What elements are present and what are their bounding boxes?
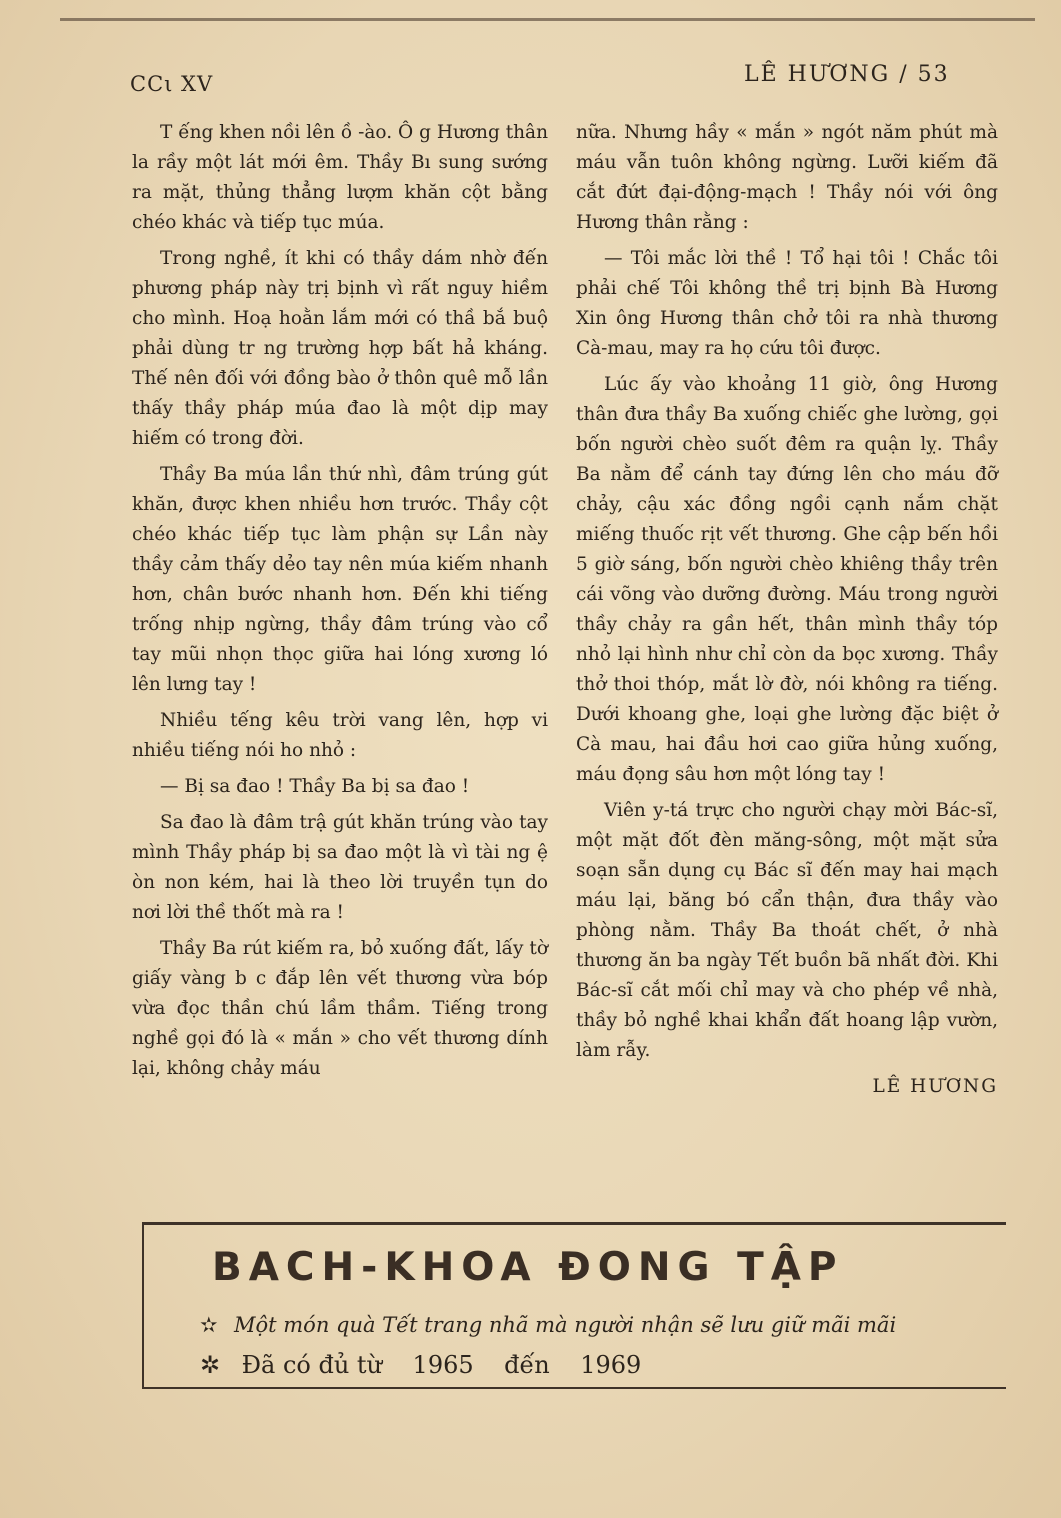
paragraph: Trong nghề, ít khi có thầy dám nhờ đến phương pháp này trị bịnh vì rất nguy hiềm cho mình. Hoạ hoằn lắm mới có thầ bắ buộ phải dùng tr ng trường hợp bất hả kháng. Thế nên đối với đồng bào ở thôn quê mỗ lần thấy thầy pháp múa đao là một dịp may hiếm có trong đời. xyxy=(132,248,548,449)
asterisk-icon: ✲ xyxy=(200,1351,221,1379)
paragraph: nữa. Nhưng hầy « mắn » ngót năm phút mà máu vẫn tuôn không ngừng. Lưỡi kiếm đã cắt đứt đại-động-mạch ! Thầy nói với ông Hương thân rằng : xyxy=(576,122,998,233)
paragraph: — Tôi mắc lời thề ! Tổ hại tôi ! Chắc tôi phải chế Tôi không thề trị bịnh Bà Hương Xin ông Hương thân chở tôi ra nhà thương Cà-mau, may ra họ cứu tôi được. xyxy=(576,248,998,359)
ad-years xyxy=(200,1351,641,1379)
star-icon: ✫ xyxy=(200,1313,218,1337)
advertisement-box xyxy=(142,1222,1006,1389)
paragraph: Thầy Ba rút kiếm ra, bỏ xuống đất, lấy tờ giấy vàng b c đắp lên vết thương vừa bóp vừa đọc thần chú lầm thầm. Tiếng trong nghề gọi đó là « mắn » cho vết thương dính lại, không chảy máu xyxy=(132,938,548,1079)
ad-subtitle xyxy=(200,1313,896,1337)
paragraph: Lúc ấy vào khoảng 11 giờ, ông Hương thân đưa thầy Ba xuống chiếc ghe lường, gọi bốn người chèo suốt đêm ra quận lỵ. Thầy Ba nằm để cánh tay đứng lên cho máu đỡ chảy, cậu xác đồng ngồi cạnh nắm chặt miếng thuốc rịt vết thương. Ghe cập bến hồi 5 giờ sáng, bốn người chèo khiêng thầy trên cái võng vào dưỡng đường. Máu trong người thầy chảy ra gần hết, thân mình thầy tóp nhỏ lại hình như chỉ còn da bọc xương. Thầy thở thoi thóp, mắt lờ đờ, nói không ra tiếng. Dưới khoang ghe, loại ghe lường đặc biệt ở Cà mau, hai đầu hơi cao giữa hủng xuống, máu đọng sâu hơn một lóng tay ! xyxy=(576,374,998,785)
paragraph: Viên y-tá trực cho người chạy mời Bác-sĩ, một mặt đốt đèn măng-sông, một mặt sửa soạn sẵn dụng cụ Bác sĩ đến may hai mạch máu lại, băng bó cẩn thận, đưa thầy vào phòng nằm. Thầy Ba thoát chết, ở nhà thương ăn ba ngày Tết buồn bã nhất đời. Khi Bác-sĩ cắt mối chỉ may và cho phép về nhà, thầy bỏ nghề khai khẩn đất hoang lập vườn, làm rẫy. xyxy=(576,800,998,1061)
author-signature: LÊ HƯƠNG xyxy=(872,1076,998,1097)
ad-year-to: 1969 xyxy=(580,1351,642,1379)
header-issue: CCι XV xyxy=(130,72,214,96)
top-rule xyxy=(60,18,1035,21)
paragraph: Sa đao là đâm trậ gút khăn trúng vào tay mình Thầy pháp bị sa đao một là vì tài ng ệ òn non kém, hai là theo lời truyền tụn do nơi lời thề thốt mà ra ! xyxy=(132,812,548,923)
paragraph: T ếng khen nồi lên ồ -ào. Ô g Hương thân la rầy một lát mới êm. Thầy Bı sung sướng ra mặt, thủng thẳng lượm khăn cột bằng chéo khác và tiếp tục múa. xyxy=(132,122,548,233)
right-column xyxy=(576,118,998,1102)
ad-subtitle-text: Một món quà Tết trang nhã mà người nhận sẽ lưu giữ mãi mãi xyxy=(234,1313,897,1337)
left-column xyxy=(132,118,548,1090)
paragraph: — Bị sa đao ! Thầy Ba bị sa đao ! xyxy=(160,776,470,797)
ad-years-prefix: Đã có đủ từ xyxy=(241,1351,383,1379)
ad-year-sep: đến xyxy=(504,1351,550,1379)
ad-year-from: 1965 xyxy=(412,1351,474,1379)
ad-title: BACH-KHOA ĐONG TẬP xyxy=(212,1245,844,1290)
paragraph: Nhiều tếng kêu trời vang lên, hợp vi nhiều tiếng nói ho nhỏ : xyxy=(132,710,548,761)
paragraph: Thầy Ba múa lần thứ nhì, đâm trúng gút khăn, được khen nhiều hơn trước. Thầy cột chéo khác tiếp tục làm phận sự Lần này thầy cảm thấy dẻo tay nên múa kiếm nhanh hơn, chân bước nhanh hơn. Đến khi tiếng trống nhịp ngừng, thầy đâm trúng vào cổ tay mũi nhọn thọc giữa hai lóng xương ló lên lưng tay ! xyxy=(132,464,548,695)
header-author-page: LÊ HƯƠNG / 53 xyxy=(744,62,950,87)
